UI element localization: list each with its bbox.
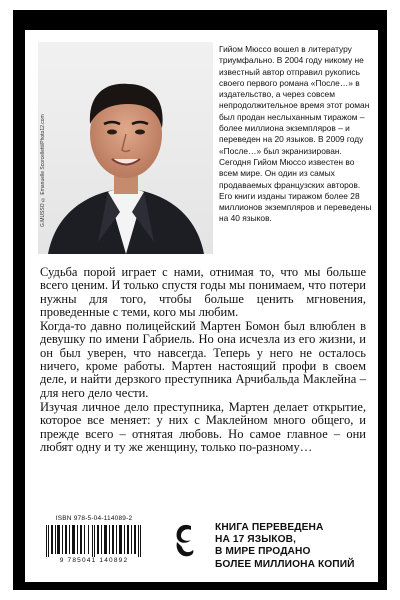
isbn-label: ISBN 978-5-04-114089-2 [55,515,133,522]
book-description [40,266,366,455]
back-cover [25,30,378,582]
promo-line: В МИРЕ ПРОДАНО [215,546,311,558]
photo-credit: G.MUSSO © Emanuelle Scorcelletti/Photo12.com [40,114,46,227]
publisher-logo-icon [173,520,195,560]
promo-line: КНИГА ПЕРЕВЕДЕНА [215,522,324,533]
author-photo [38,42,213,254]
description-paragraph-3: Изучая личное дело преступника, Мартен делает открытие, которое все меняет: у них с Маклейном много общего, и прежде всего – отнятая любовь. Но самое главное – они любят одну и ту же женщину, только по-разному… [40,399,366,454]
barcode-number: 9 785041 140892 [59,557,129,564]
promo-line: БОЛЕЕ МИЛЛИОНА КОПИЙ [215,558,355,570]
promo-text [215,522,375,571]
barcode-block [40,515,148,567]
promo-line: НА 17 ЯЗЫКОВ, [215,534,297,546]
author-bio: Гийом Мюссо вошел в литературу триумфально. В 2004 году никому не известный автор отправил рукопись своего первого романа «После…» в издательство, а через совсем непродолжительное время этот роман был продан неслыханным тиражом – более миллиона экземпляров – и переведен на 20 языков. В 2009 году «После…» был экранизирован. Сегодня Гийом Мюссо известен во всем мире. Он один из самых продаваемых французских авторов. Его книги изданы тиражом более 28 миллионов экземпляров и переведены на 40 языков. [219,44,372,224]
description-paragraph-1: Судьба порой играет с нами, отнимая то, что мы больше всего ценим. И только спустя годы мы понимаем, что потери нужны для того, чтобы больше ценить мгновения, проведенные с теми, кого мы любим. [40,265,366,319]
barcode-icon [44,525,144,557]
description-paragraph-2: Когда-то давно полицейский Мартен Бомон был влюблен в девушку по имени Габриель. Но она исчезла из его жизни, и он был уверен, что навсегда. Теперь у него не осталось ничего, кроме работы. Мартен настоящий профи в своем деле, и найти дерзкого преступника Арчибальда Маклейна – для него дело чести. [40,319,366,400]
